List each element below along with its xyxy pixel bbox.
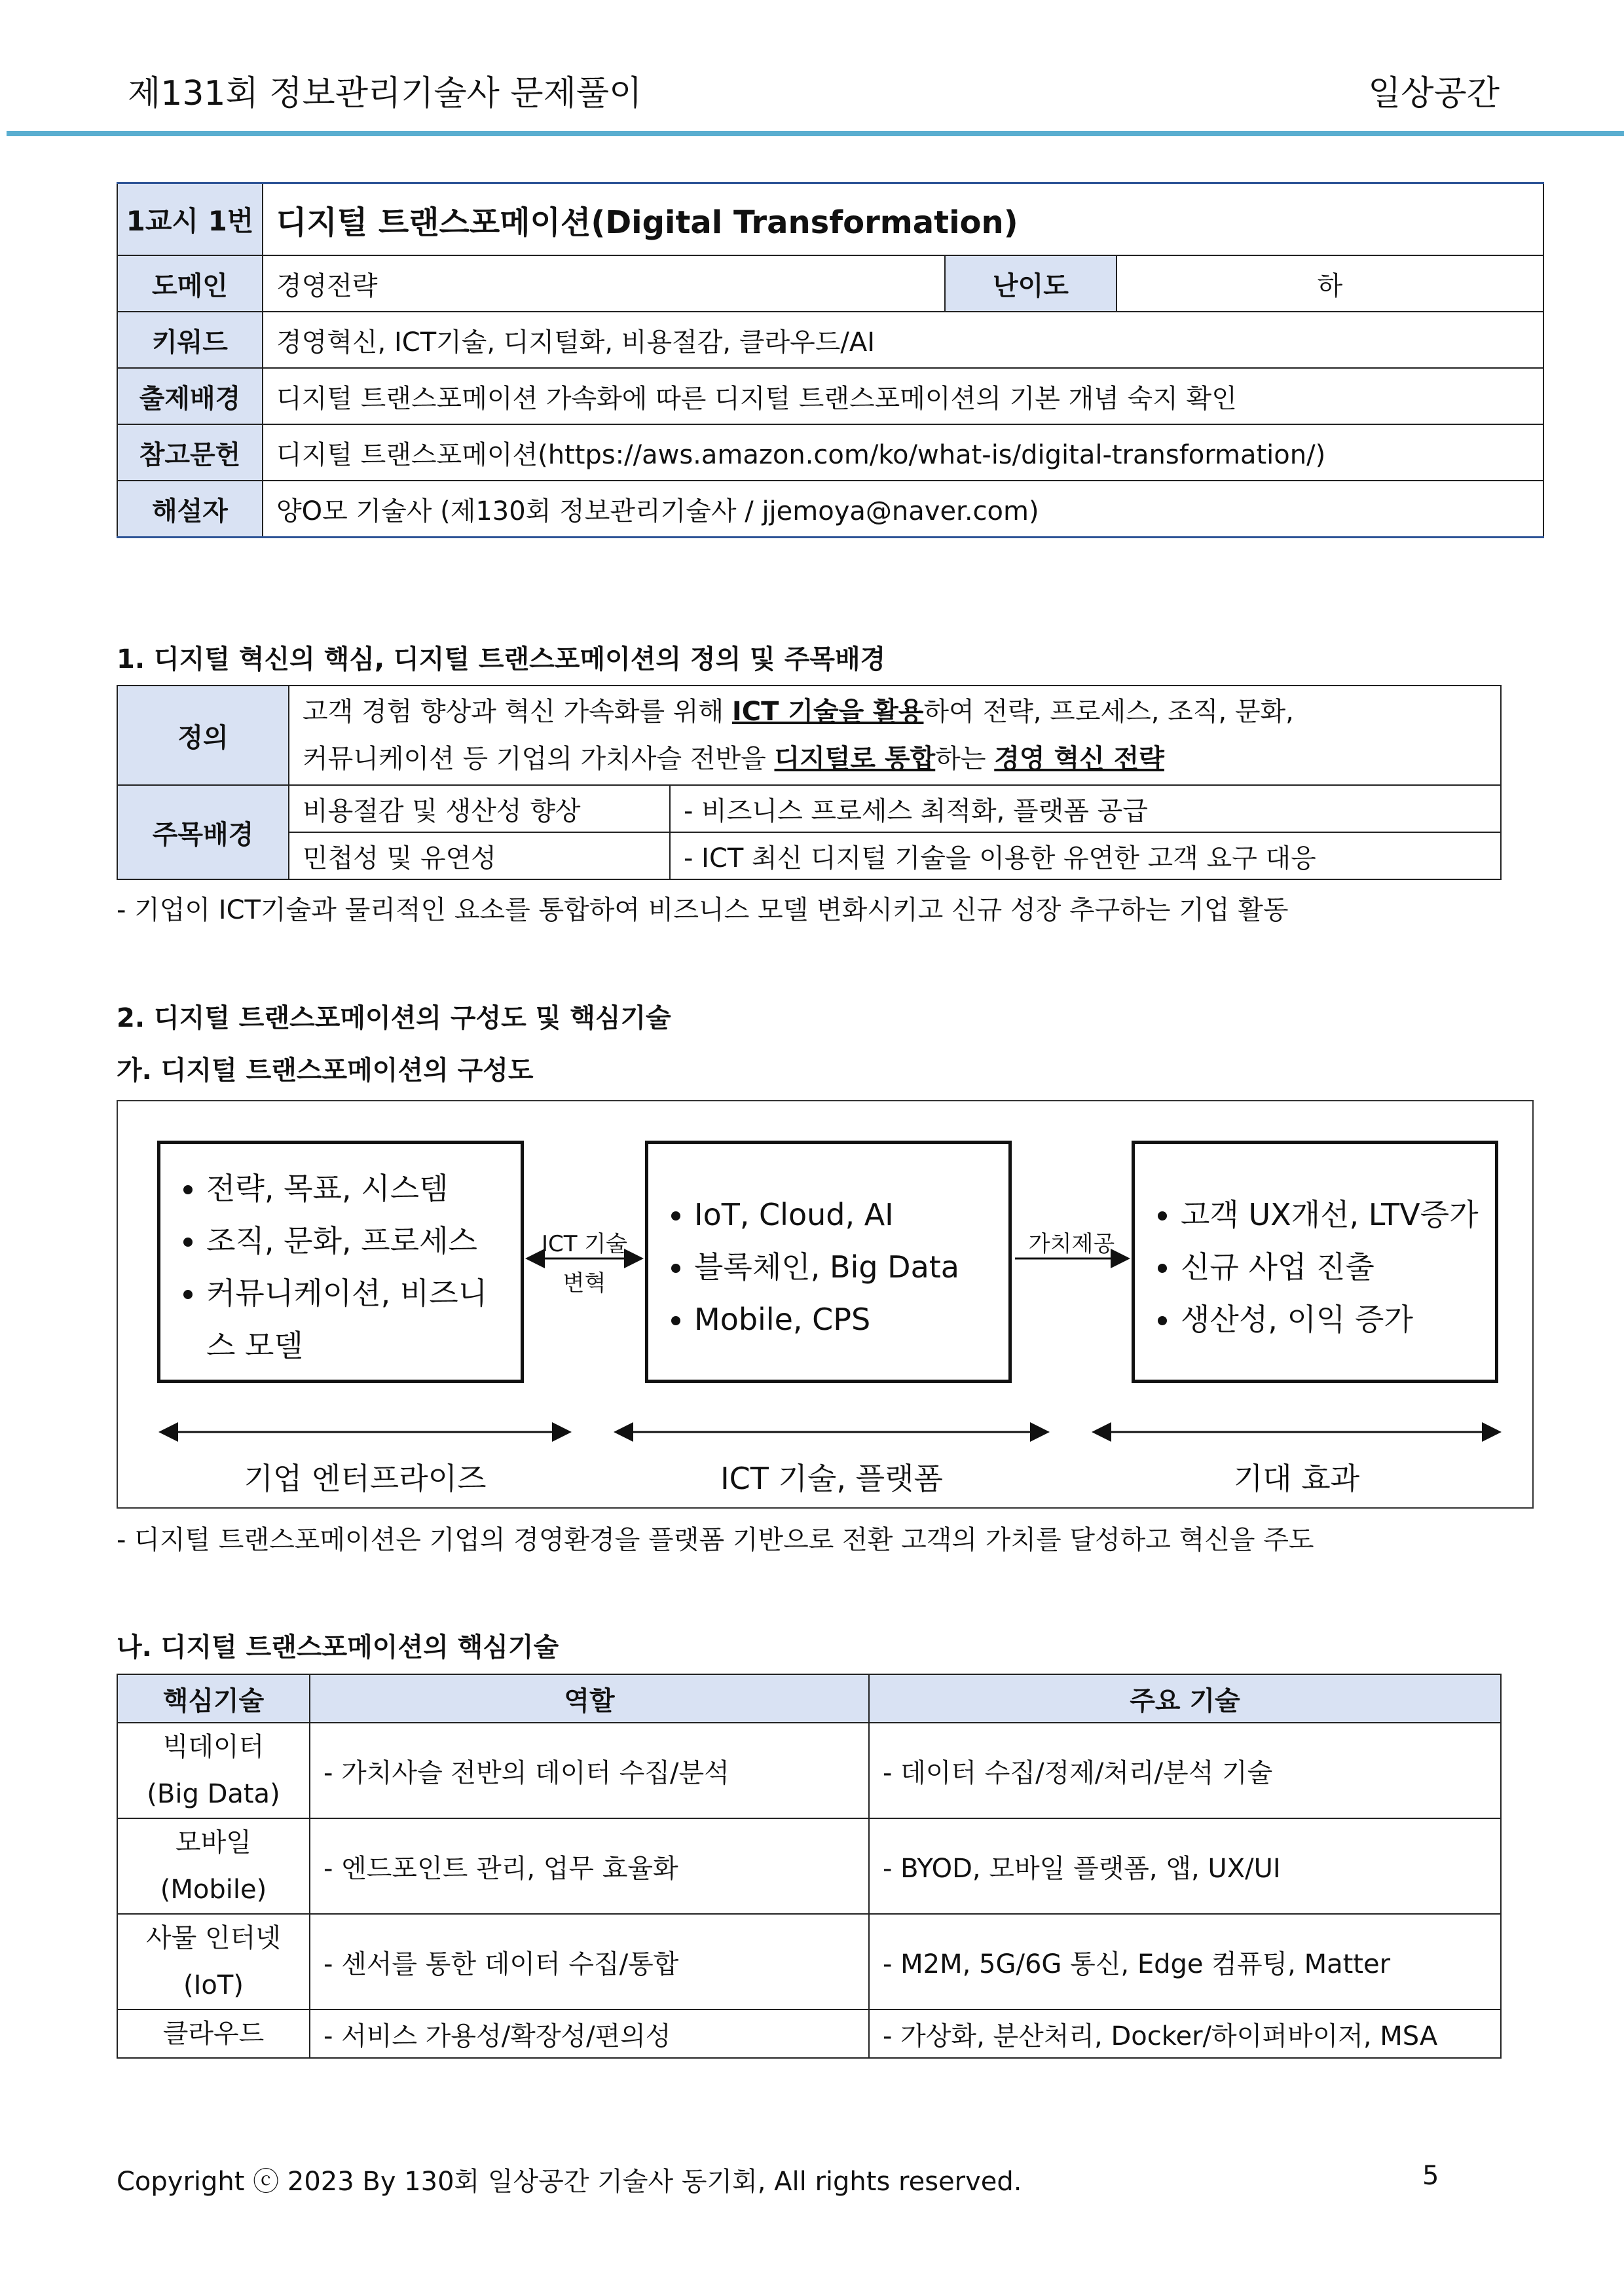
tech-role: - 가치사슬 전반의 데이터 수집/분석 — [310, 1723, 869, 1818]
tech-main: - M2M, 5G/6G 통신, Edge 컴퓨팅, Matter — [869, 1914, 1501, 2010]
background-value: 디지털 트랜스포메이션 가속화에 따른 디지털 트랜스포메이션의 기본 개념 숙지 확인 — [263, 368, 1543, 424]
arrow1-label-bottom: 변혁 — [563, 1270, 606, 1296]
table-row — [117, 1723, 1501, 1818]
label-enterprise: 기업 엔터프라이즈 — [244, 1461, 487, 1496]
core-tech-table — [117, 1674, 1502, 2059]
enterprise-item: • 조직, 문화, 프로세스 — [206, 1215, 521, 1267]
definition-table — [117, 685, 1502, 880]
section2b-title: 나. 디지털 트랜스포메이션의 핵심기술 — [117, 1632, 559, 1662]
diagram-arrows — [118, 1101, 1532, 1507]
dt-architecture-diagram — [117, 1100, 1534, 1509]
section1-note: - 기업이 ICT기술과 물리적인 요소를 통합하여 비즈니스 모델 변화시키고 신규 성장 추구하는 기업 활동 — [117, 895, 1289, 925]
tech-main: - BYOD, 모바일 플랫폼, 앱, UX/UI — [869, 1818, 1501, 1914]
keyword-label: 키워드 — [117, 312, 263, 368]
tech-role: - 서비스 가용성/확장성/편의성 — [310, 2010, 869, 2058]
label-effect: 기대 효과 — [1233, 1461, 1360, 1496]
arrow2-label: 가치제공 — [1028, 1231, 1115, 1257]
definition-line2-c: 하는 — [935, 744, 995, 774]
bg-row1-left: 비용절감 및 생산성 향상 — [289, 785, 670, 832]
tech-name-ko: 사물 인터넷 — [146, 1923, 281, 1953]
ict-item: • IoT, Cloud, AI — [694, 1188, 1008, 1241]
label-ict: ICT 기술, 플랫폼 — [720, 1461, 943, 1496]
enterprise-item: • 전략, 목표, 시스템 — [206, 1162, 521, 1215]
tech-name-ko: 빅데이터 — [162, 1732, 265, 1762]
bg-row2-right: - ICT 최신 디지털 기술을 이용한 유연한 고객 요구 대응 — [670, 832, 1501, 879]
effect-item: • 생산성, 이익 증가 — [1181, 1293, 1495, 1346]
page-number: 5 — [1422, 2161, 1439, 2191]
session-label: 1교시 1번 — [117, 183, 263, 256]
definition-line1-c: 하여 전략, 프로세스, 조직, 문화, — [923, 697, 1294, 727]
definition-text — [289, 686, 1501, 785]
tech-name — [117, 1818, 310, 1914]
definition-line2-b: 디지털로 통합 — [774, 744, 936, 774]
col-header-role: 역할 — [310, 1674, 869, 1723]
header-brand: 일상공간 — [1368, 74, 1500, 113]
arrow1-label-top: ICT 기술 — [541, 1231, 628, 1257]
definition-line2-d: 경영 혁신 전략 — [994, 744, 1164, 774]
background-label: 출제배경 — [117, 368, 263, 424]
definition-label: 정의 — [117, 686, 289, 785]
tech-name — [117, 2010, 310, 2058]
ict-item: • Mobile, CPS — [694, 1293, 1008, 1346]
tech-name-en: (Big Data) — [147, 1779, 280, 1809]
definition-line2-a: 커뮤니케이션 등 기업의 가치사슬 전반을 — [303, 744, 775, 774]
tech-role: - 엔드포인트 관리, 업무 효율화 — [310, 1818, 869, 1914]
section2a-title: 가. 디지털 트랜스포메이션의 구성도 — [117, 1056, 534, 1086]
definition-line1-a: 고객 경험 향상과 혁신 가속화를 위해 — [303, 697, 732, 727]
header-title: 제131회 정보관리기술사 문제풀이 — [128, 74, 642, 113]
effect-item: • 고객 UX개선, LTV증가 — [1181, 1188, 1495, 1241]
table-row — [117, 2010, 1501, 2058]
author-value: 양O모 기술사 (제130회 정보관리기술사 / jjemoya@naver.com) — [263, 481, 1543, 538]
keyword-value: 경영혁신, ICT기술, 디지털화, 비용절감, 클라우드/AI — [263, 312, 1543, 368]
author-label: 해설자 — [117, 481, 263, 538]
enterprise-item-cont: 스 모델 — [206, 1328, 303, 1363]
tech-name-en: (IoT) — [183, 1970, 244, 2000]
table-row — [117, 1818, 1501, 1914]
ict-item: • 블록체인, Big Data — [694, 1241, 1008, 1293]
col-header-tech: 핵심기술 — [117, 1674, 310, 1723]
tech-name-en: (Mobile) — [160, 1875, 267, 1905]
col-header-main: 주요 기술 — [869, 1674, 1501, 1723]
bg-row2-left: 민첩성 및 유연성 — [289, 832, 670, 879]
difficulty-value: 하 — [1116, 255, 1543, 312]
definition-line1-b: ICT 기술을 활용 — [731, 697, 924, 727]
reference-label: 참고문헌 — [117, 424, 263, 481]
tech-name — [117, 1914, 310, 2010]
tech-role: - 센서를 통한 데이터 수집/통합 — [310, 1914, 869, 2010]
domain-value: 경영전략 — [263, 255, 945, 312]
bg-row1-right: - 비즈니스 프로세스 최적화, 플랫폼 공급 — [670, 785, 1501, 832]
question-meta-table — [117, 182, 1544, 538]
tech-name — [117, 1723, 310, 1818]
header-divider — [7, 131, 1624, 136]
domain-label: 도메인 — [117, 255, 263, 312]
section1-title: 1. 디지털 혁신의 핵심, 디지털 트랜스포메이션의 정의 및 주목배경 — [117, 644, 886, 674]
tech-name-ko: 모바일 — [175, 1827, 251, 1858]
enterprise-item: • 커뮤니케이션, 비즈니 — [206, 1267, 521, 1319]
difficulty-label: 난이도 — [945, 255, 1116, 312]
tech-name-ko: 클라우드 — [162, 2019, 265, 2049]
section2-title: 2. 디지털 트랜스포메이션의 구성도 및 핵심기술 — [117, 1003, 671, 1033]
question-title: 디지털 트랜스포메이션(Digital Transformation) — [263, 183, 1543, 256]
tech-main: - 가상화, 분산처리, Docker/하이퍼바이저, MSA — [869, 2010, 1501, 2058]
tech-main: - 데이터 수집/정제/처리/분석 기술 — [869, 1723, 1501, 1818]
reference-value: 디지털 트랜스포메이션(https://aws.amazon.com/ko/what-is/digital-transformation/) — [263, 424, 1543, 481]
table-row — [117, 1914, 1501, 2010]
effect-item: • 신규 사업 진출 — [1181, 1241, 1495, 1293]
footer-copyright: Copyright ⓒ 2023 By 130회 일상공간 기술사 동기회, All rights reserved. — [117, 2167, 1022, 2197]
section2a-note: - 디지털 트랜스포메이션은 기업의 경영환경을 플랫폼 기반으로 전환 고객의 가치를 달성하고 혁신을 주도 — [117, 1525, 1314, 1555]
background-reason-label: 주목배경 — [117, 785, 289, 879]
